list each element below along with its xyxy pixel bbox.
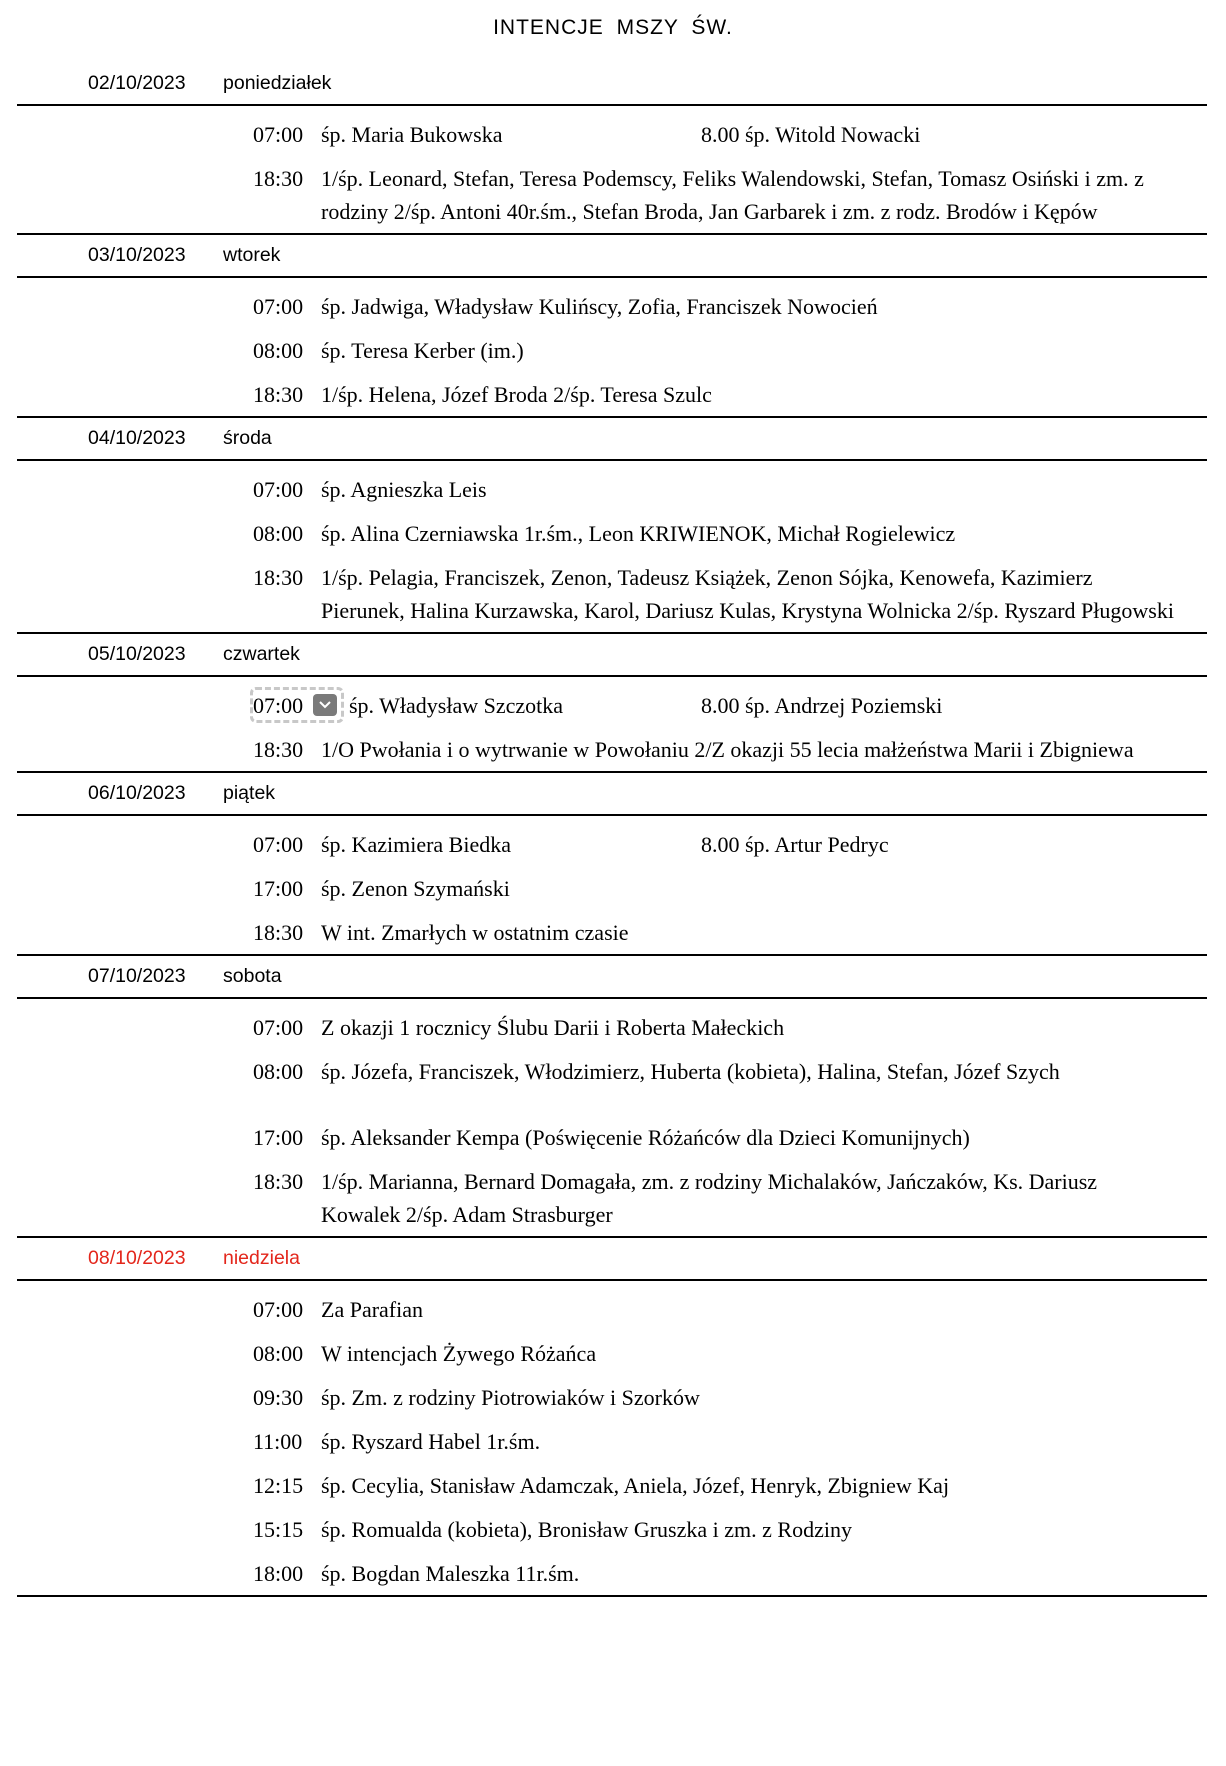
mass-time: 07:00 [253, 1015, 304, 1040]
mass-entry [17, 1165, 1207, 1231]
mass-intention: śp. Zm. z rodziny Piotrowiaków i Szorków [321, 1385, 700, 1410]
day-header [17, 63, 1207, 106]
mass-entry [17, 561, 1207, 627]
mass-entry [17, 1381, 1207, 1414]
day-name: niedziela [223, 1247, 300, 1269]
intention-text: śp. Maria Bukowska [321, 122, 503, 147]
mass-time: 09:30 [253, 1385, 304, 1410]
day-date: 04/10/2023 [88, 427, 186, 449]
mass-intention: Za Parafian [321, 1297, 423, 1322]
day-header [17, 418, 1207, 461]
day-date: 06/10/2023 [88, 782, 186, 804]
day-name: sobota [223, 965, 282, 987]
mass-intention [321, 828, 1181, 861]
mass-intention: 1/śp. Helena, Józef Broda 2/śp. Teresa Szulc [321, 382, 712, 407]
mass-intention [349, 689, 1207, 722]
mass-time: 11:00 [253, 1429, 303, 1454]
day-entries [17, 278, 1207, 418]
mass-time: 18:00 [253, 1561, 304, 1586]
mass-intention: 1/śp. Marianna, Bernard Domagała, zm. z rodziny Michalaków, Jańczaków, Ks. Dariusz Kowalek 2/śp. Adam Strasburger [321, 1169, 1098, 1227]
mass-intention: śp. Agnieszka Leis [321, 477, 487, 502]
day-entries [17, 461, 1207, 634]
day-name: wtorek [223, 244, 281, 266]
day-header [17, 634, 1207, 677]
intention-text: śp. Władysław Szczotka [349, 693, 564, 718]
day-entries [17, 816, 1207, 956]
mass-time: 08:00 [253, 1341, 304, 1366]
day-header [17, 773, 1207, 816]
day-name: piątek [223, 782, 276, 804]
mass-entry [17, 473, 1207, 506]
intention-extra: 8.00 śp. Witold Nowacki [701, 122, 921, 147]
mass-entry [17, 1055, 1207, 1088]
mass-time: 08:00 [253, 1059, 304, 1084]
mass-intention: Z okazji 1 rocznicy Ślubu Darii i Roberta Małeckich [321, 1015, 785, 1040]
mass-time: 18:30 [253, 1169, 304, 1194]
mass-time: 18:30 [253, 565, 304, 590]
mass-time: 08:00 [253, 338, 304, 363]
mass-entry [17, 334, 1207, 367]
mass-entry [17, 1513, 1207, 1546]
day-header [17, 1238, 1207, 1281]
chevron-down-icon[interactable] [313, 694, 337, 716]
mass-intention: śp. Aleksander Kempa (Poświęcenie Różańców dla Dzieci Komunijnych) [321, 1125, 970, 1150]
day-date: 08/10/2023 [88, 1247, 186, 1269]
day-entries [17, 1281, 1207, 1597]
intention-extra: 8.00 śp. Andrzej Poziemski [701, 693, 943, 718]
mass-time: 07:00 [253, 832, 304, 857]
mass-time: 12:15 [253, 1473, 304, 1498]
day-header [17, 956, 1207, 999]
mass-time: 18:30 [253, 382, 304, 407]
mass-entry [17, 162, 1207, 228]
mass-time: 17:00 [253, 1125, 304, 1150]
mass-time: 08:00 [253, 521, 304, 546]
day-entries [17, 106, 1207, 235]
day-name: poniedziałek [223, 72, 332, 94]
mass-entry [17, 517, 1207, 550]
mass-intention: W intencjach Żywego Różańca [321, 1341, 597, 1366]
mass-intention: śp. Bogdan Maleszka 11r.śm. [321, 1561, 580, 1586]
mass-intention: śp. Józefa, Franciszek, Włodzimierz, Huberta (kobieta), Halina, Stefan, Józef Szych [321, 1059, 1060, 1084]
intention-text: śp. Kazimiera Biedka [321, 832, 511, 857]
mass-entry [17, 1425, 1207, 1458]
mass-entry [17, 872, 1207, 905]
mass-time: 18:30 [253, 166, 304, 191]
mass-intention [321, 118, 1181, 151]
mass-intention: 1/śp. Pelagia, Franciszek, Zenon, Tadeusz Książek, Zenon Sójka, Kenowefa, Kazimierz Pierunek, Halina Kurzawska, Karol, Dariusz Kulas, Krystyna Wolnicka 2/śp. Ryszard Pługowski [321, 565, 1174, 623]
mass-intention: śp. Ryszard Habel 1r.śm. [321, 1429, 541, 1454]
mass-intention: 1/O Pwołania i o wytrwanie w Powołaniu 2/Z okazji 55 lecia małżeństwa Marii i Zbigniewa [321, 737, 1134, 762]
mass-intention: śp. Teresa Kerber (im.) [321, 338, 524, 363]
mass-entry [17, 1293, 1207, 1326]
day-name: czwartek [223, 643, 300, 665]
intentions-list [17, 63, 1207, 1597]
mass-entry [17, 1557, 1207, 1590]
mass-time: 18:30 [253, 737, 304, 762]
mass-time: 17:00 [253, 876, 304, 901]
intention-extra: 8.00 śp. Artur Pedryc [701, 832, 889, 857]
mass-time: 07:00 [253, 477, 304, 502]
day-entries [17, 677, 1207, 773]
day-date: 05/10/2023 [88, 643, 186, 665]
mass-intention: 1/śp. Leonard, Stefan, Teresa Podemscy, Feliks Walendowski, Stefan, Tomasz Osiński i zm. z rodziny 2/śp. Antoni 40r.śm., Stefan Broda, Jan Garbarek i zm. z rodz. Brodów i Kępów [321, 166, 1144, 224]
mass-intention: śp. Alina Czerniawska 1r.śm., Leon KRIWIENOK, Michał Rogielewicz [321, 521, 956, 546]
page-title: INTENCJE MSZY ŚW. [493, 16, 733, 39]
mass-entry [17, 828, 1207, 861]
mass-time: 07:00 [253, 1297, 304, 1322]
day-entries [17, 999, 1207, 1238]
day-date: 07/10/2023 [88, 965, 186, 987]
mass-entry [17, 378, 1207, 411]
mass-entry [17, 1469, 1207, 1502]
mass-entry [17, 733, 1207, 766]
mass-entry [17, 1121, 1207, 1154]
mass-entry [17, 1011, 1207, 1044]
day-name: środa [223, 427, 272, 449]
mass-entry [17, 916, 1207, 949]
mass-intention: śp. Cecylia, Stanisław Adamczak, Aniela, Józef, Henryk, Zbigniew Kaj [321, 1473, 950, 1498]
mass-intention: W int. Zmarłych w ostatnim czasie [321, 920, 629, 945]
dropdown-widget[interactable] [250, 687, 344, 723]
mass-time: 15:15 [253, 1517, 304, 1542]
day-header [17, 235, 1207, 278]
mass-entry [17, 689, 1207, 722]
mass-time: 07:00 [253, 693, 304, 718]
mass-intention: śp. Jadwiga, Władysław Kulińscy, Zofia, Franciszek Nowocień [321, 294, 878, 319]
mass-entry [17, 118, 1207, 151]
mass-entry [17, 1337, 1207, 1370]
mass-entry [17, 290, 1207, 323]
mass-intention: śp. Romualda (kobieta), Bronisław Gruszka i zm. z Rodziny [321, 1517, 852, 1542]
mass-intention: śp. Zenon Szymański [321, 876, 510, 901]
mass-time: 18:30 [253, 920, 304, 945]
day-date: 02/10/2023 [88, 72, 186, 94]
mass-time: 07:00 [253, 294, 304, 319]
day-date: 03/10/2023 [88, 244, 186, 266]
mass-time: 07:00 [253, 122, 304, 147]
